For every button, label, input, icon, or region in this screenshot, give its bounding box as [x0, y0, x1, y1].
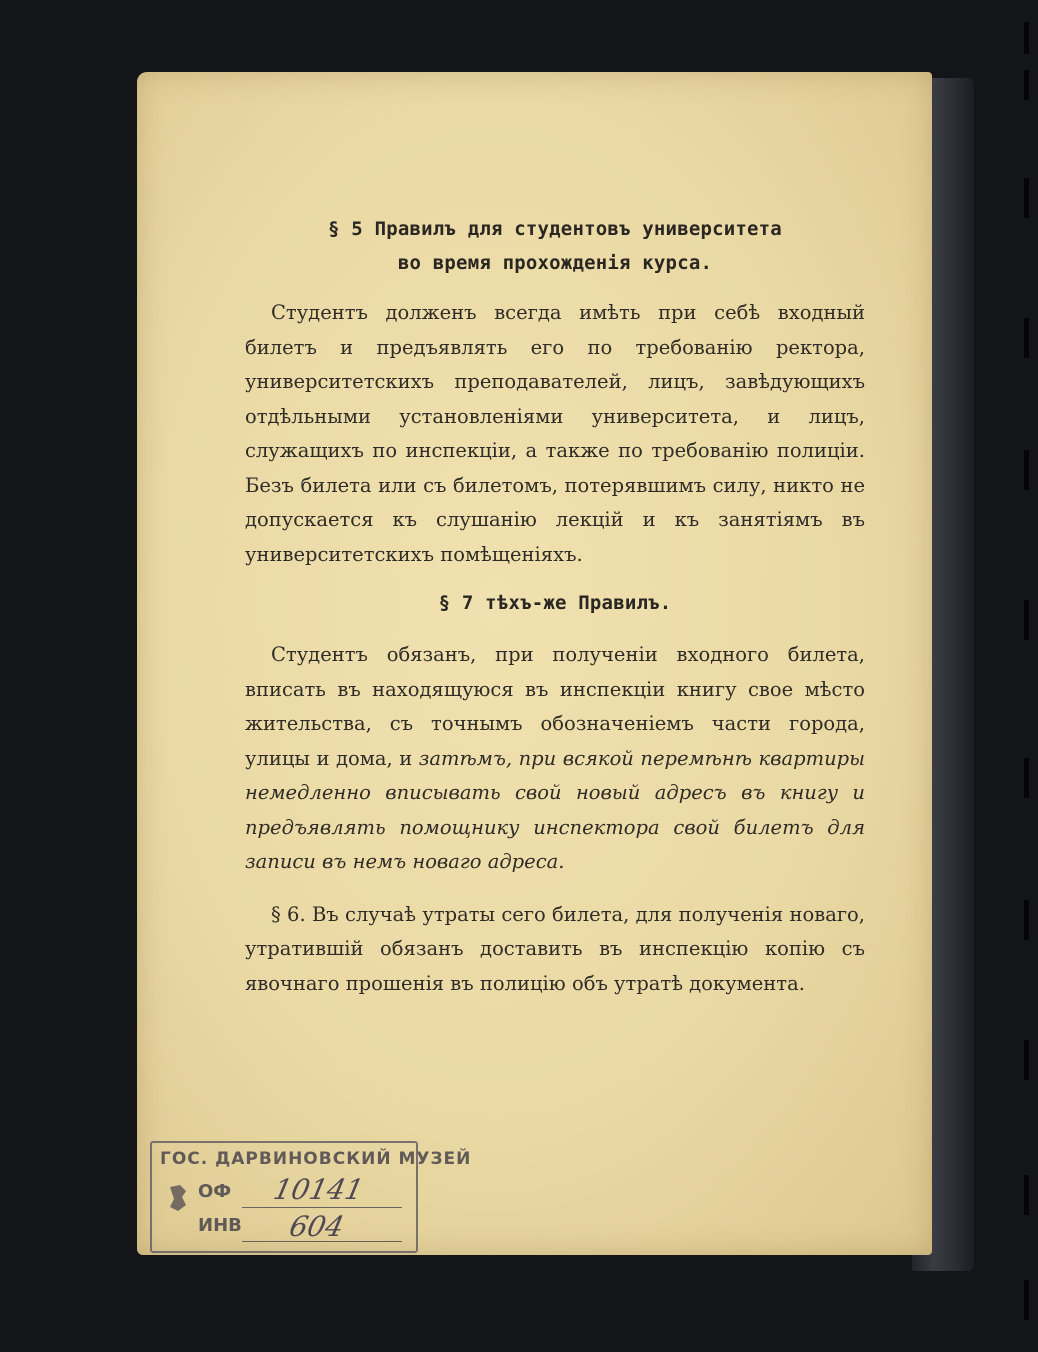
section5-heading-line2: во время прохожденія курса. [397, 252, 713, 274]
stamp-emblem-icon [166, 1183, 190, 1213]
edge-mark [1024, 1040, 1029, 1080]
section7-paragraph [245, 638, 865, 880]
stamp-fund-number: 10141 [270, 1173, 367, 1206]
stamp-title: ГОС. ДАРВИНОВСКИЙ МУЗЕЙ [160, 1149, 472, 1169]
museum-stamp [150, 1141, 472, 1253]
section6-paragraph: § 6. Въ случаѣ утраты сего билета, для полученія новаго, утратившій обязанъ доставить въ инспекцію копію съ явочнаго прошенія въ полицію объ утратѣ документа. [245, 902, 865, 995]
stamp-underline [242, 1207, 402, 1208]
edge-mark [1024, 758, 1029, 798]
edge-mark [1024, 1280, 1029, 1320]
stamp-inventory-number: 604 [286, 1210, 347, 1243]
edge-mark [1024, 450, 1029, 490]
edge-mark [1024, 900, 1029, 940]
edge-mark [1024, 178, 1029, 218]
stamp-inventory-label: ИНВ [198, 1215, 242, 1236]
section7-heading: § 7 тѣхъ-же Правилъ. [438, 592, 672, 614]
section7-paragraph-italic: затѣмъ, при всякой перемѣнѣ квартиры немедленно вписывать свой новый адресъ въ книгу и предъявлять помощнику инспектора свой билетъ для записи въ немъ новаго адреса. [245, 746, 865, 873]
edge-mark [1024, 22, 1029, 54]
section5-paragraph: Студентъ долженъ всегда имѣть при себѣ входный билетъ и предъявлять его по требованію ректора, университетскихъ преподавателей, лицъ, завѣдующихъ отдѣльными установленіями университета, и лицъ, служащихъ по инспекціи, а также по требованію полиціи. Безъ билета или съ билетомъ, потерявшимъ силу, никто не допускается къ слушанію лекцій и къ занятіямъ въ университетскихъ помѣщеніяхъ. [245, 301, 865, 566]
edge-mark [1024, 318, 1029, 358]
edge-mark [1024, 1175, 1029, 1215]
section7-paragraph-regular: Студентъ обязанъ, при полученіи входного билета, вписать въ находящуюся въ инспекціи книгу свое мѣсто жительства, съ точнымъ обозначеніемъ части города, улицы и дома, и [245, 643, 865, 770]
stamp-fund-label: ОФ [198, 1181, 232, 1202]
page-text [245, 212, 865, 1001]
edge-mark [1024, 600, 1029, 640]
section5-heading-line1: § 5 Правилъ для студентовъ университета [328, 218, 782, 240]
edge-mark [1024, 70, 1029, 100]
